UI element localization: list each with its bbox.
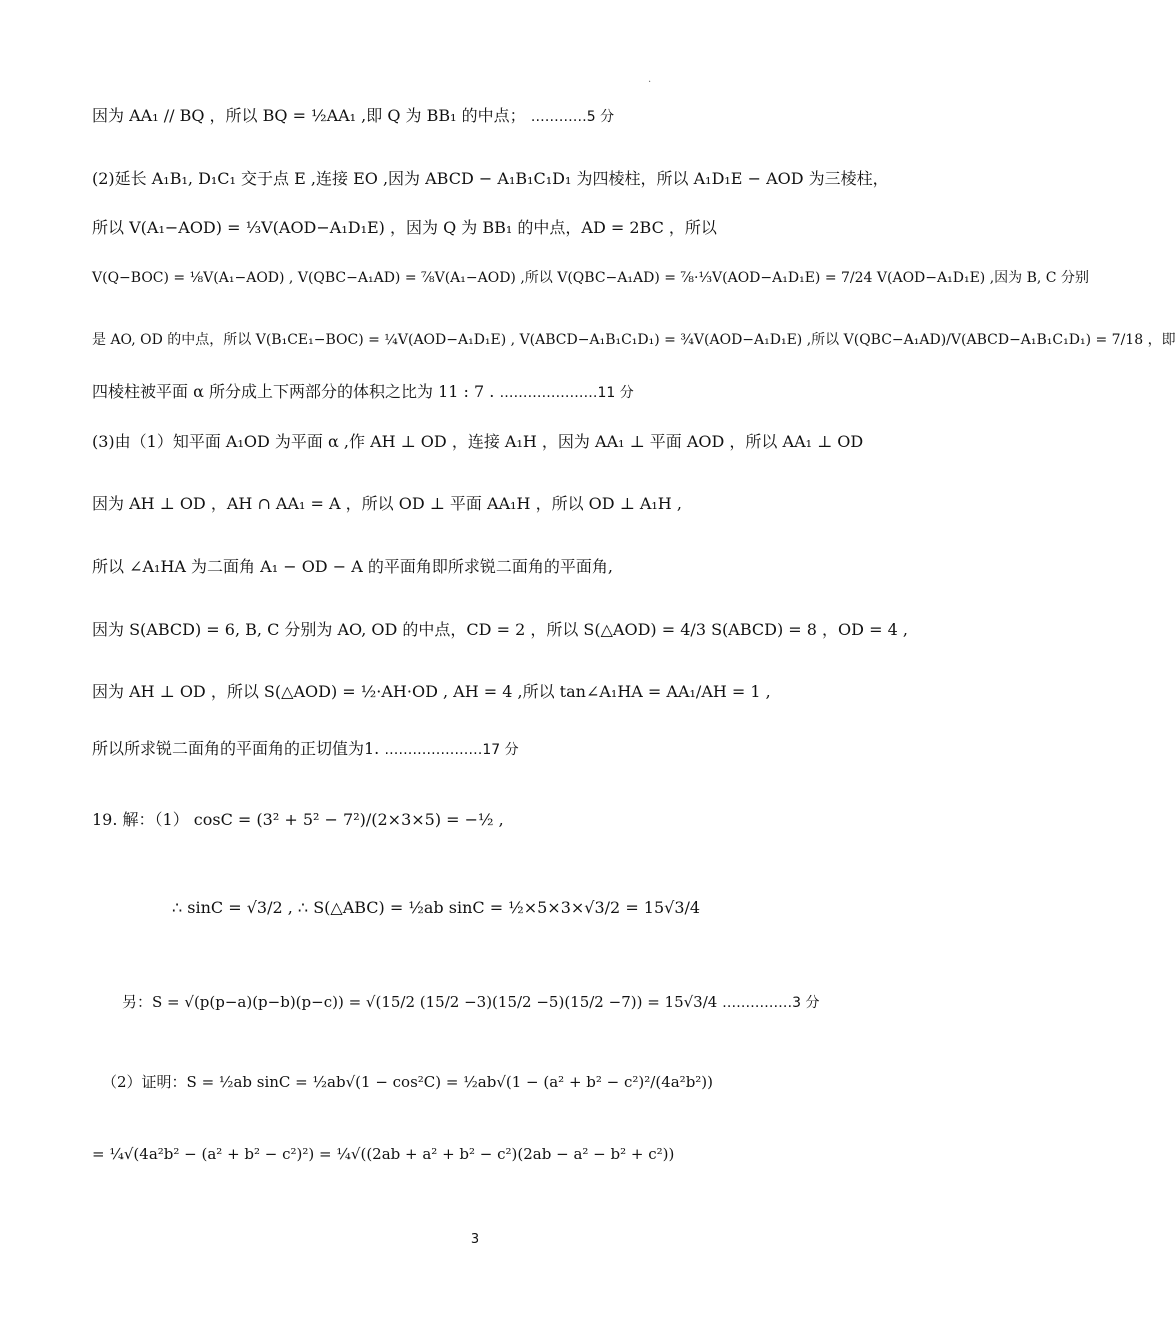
text-line-10: 因为 S(ABCD) = 6, B, C 分别为 AO, OD 的中点，CD = 2 ，所以 S(△AOD) = 4/3 S(ABCD) = 8 ，OD = 4 , bbox=[92, 620, 908, 639]
text-line-14: ∴ sinC = √3/2 , ∴ S(△ABC) = ½ab sinC = ½×5×3×√3/2 = 15√3/4 bbox=[172, 898, 701, 917]
line-12-text: 所以所求锐二面角的平面角的正切值为1. bbox=[92, 739, 380, 758]
text-line-16: （2）证明：S = ½ab sinC = ½ab√(1 − cos²C) = ½ab√(1 − (a² + b² − c²)²/(4a²b²)) bbox=[102, 1073, 714, 1091]
text-line-13: 19. 解：（1） cosC = (3² + 5² − 7²)/(2×3×5) = −½ , bbox=[92, 810, 504, 829]
text-line-15 bbox=[122, 990, 858, 1015]
text-line-11: 因为 AH ⊥ OD ，所以 S(△AOD) = ½·AH·OD , AH = 4 ,所以 tan∠A₁HA = AA₁/AH = 1 , bbox=[92, 682, 771, 701]
score-17: …………………17 分 bbox=[384, 742, 519, 758]
score-11: …………………11 分 bbox=[499, 385, 634, 401]
text-line-7: (3)由（1）知平面 A₁OD 为平面 α ,作 AH ⊥ OD ，连接 A₁H ，因为 AA₁ ⊥ 平面 AOD ，所以 AA₁ ⊥ OD bbox=[92, 432, 864, 451]
text-line-1 bbox=[92, 104, 858, 129]
line-6-text: 四棱柱被平面 α 所分成上下两部分的体积之比为 11 : 7 . bbox=[92, 382, 495, 401]
text-line-9: 所以 ∠A₁HA 为二面角 A₁ − OD − A 的平面角即所求锐二面角的平面角, bbox=[92, 557, 613, 576]
score-3: ……………3 分 bbox=[722, 995, 820, 1011]
text-line-12 bbox=[92, 737, 858, 762]
text-line-6 bbox=[92, 380, 858, 405]
score-5: …………5 分 bbox=[530, 109, 615, 125]
text-line-3: 所以 V(A₁−AOD) = ⅓V(AOD−A₁D₁E) ，因为 Q 为 BB₁ 的中点，AD = 2BC ，所以 bbox=[92, 218, 717, 237]
line-1-text: 因为 AA₁ // BQ ，所以 BQ = ½AA₁ ,即 Q 为 BB₁ 的中点； bbox=[92, 106, 526, 125]
top-mark: . bbox=[648, 74, 652, 85]
text-line-5: 是 AO, OD 的中点，所以 V(B₁CE₁−BOC) = ¼V(AOD−A₁D₁E) , V(ABCD−A₁B₁C₁D₁) = ¾V(AOD−A₁D₁E) ,所以 V(QBC−A₁AD)/V(ABCD−A₁B₁C₁D₁) = 7/18 ，即 bbox=[92, 332, 1176, 348]
text-line-8: 因为 AH ⊥ OD ，AH ∩ AA₁ = A ，所以 OD ⊥ 平面 AA₁H ，所以 OD ⊥ A₁H , bbox=[92, 494, 682, 513]
page-number: 3 bbox=[470, 1232, 480, 1247]
text-line-17: = ¼√(4a²b² − (a² + b² − c²)²) = ¼√((2ab + a² + b² − c²)(2ab − a² − b² + c²)) bbox=[92, 1145, 675, 1163]
line-15-text: 另：S = √(p(p−a)(p−b)(p−c)) = √(15/2 (15/2 −3)(15/2 −5)(15/2 −7)) = 15√3/4 bbox=[122, 993, 718, 1011]
text-line-4: V(Q−BOC) = ⅛V(A₁−AOD) , V(QBC−A₁AD) = ⅞V(A₁−AOD) ,所以 V(QBC−A₁AD) = ⅞·⅓V(AOD−A₁D₁E) = 7/24 V(AOD−A₁D₁E) ,因为 B, C 分别 bbox=[92, 270, 1089, 286]
text-line-2: (2)延长 A₁B₁, D₁C₁ 交于点 E ,连接 EO ,因为 ABCD − A₁B₁C₁D₁ 为四棱柱，所以 A₁D₁E − AOD 为三棱柱， bbox=[92, 169, 889, 188]
